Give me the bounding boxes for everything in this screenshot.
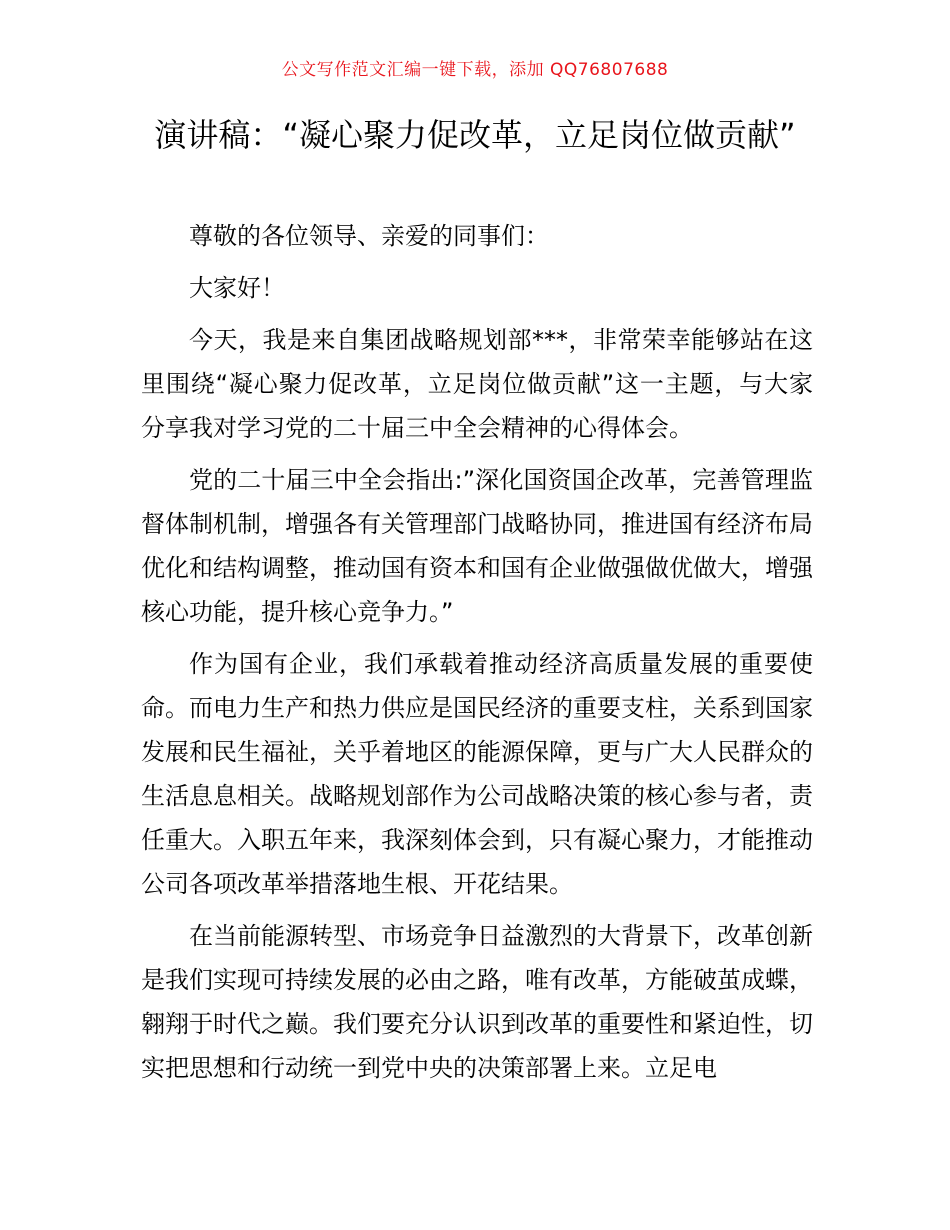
document-title: 演讲稿：“凝心聚力促改革，立足岗位做贡献” xyxy=(154,116,796,154)
greeting: 大家好！ xyxy=(189,274,285,302)
document-body xyxy=(141,214,813,1090)
header-download-note: 公文写作范文汇编一键下载，添加 QQ76807688 xyxy=(281,60,669,80)
body-paragraph-reform: 在当前能源转型、市场竞争日益激烈的大背景下，改革创新是我们实现可持续发展的必由之路，唯有改革，方能破茧成蝶，翱翔于时代之巅。我们要充分认识到改革的重要性和紧迫性，切实把思想和行动统一到党中央的决策部署上来。立足电 xyxy=(141,922,813,1082)
body-paragraph-quote: 党的二十届三中全会指出:”深化国资国企改革，完善管理监督体制机制，增强各有关管理部门战略协同，推进国有经济布局优化和结构调整，推动国有资本和国有企业做强做优做大，增强核心功能，提升核心竞争力。” xyxy=(141,466,813,626)
body-paragraph-intro: 今天，我是来自集团战略规划部***，非常荣幸能够站在这里围绕“凝心聚力促改革，立足岗位做贡献”这一主题，与大家分享我对学习党的二十届三中全会精神的心得体会。 xyxy=(141,326,813,442)
salutation: 尊敬的各位领导、亲爱的同事们： xyxy=(189,222,549,250)
body-paragraph-mission: 作为国有企业，我们承载着推动经济高质量发展的重要使命。而电力生产和热力供应是国民经济的重要支柱，关系到国家发展和民生福祉，关乎着地区的能源保障，更与广大人民群众的生活息息相关。战略规划部作为公司战略决策的核心参与者，责任重大。入职五年来，我深刻体会到，只有凝心聚力，才能推动公司各项改革举措落地生根、开花结果。 xyxy=(141,650,813,898)
